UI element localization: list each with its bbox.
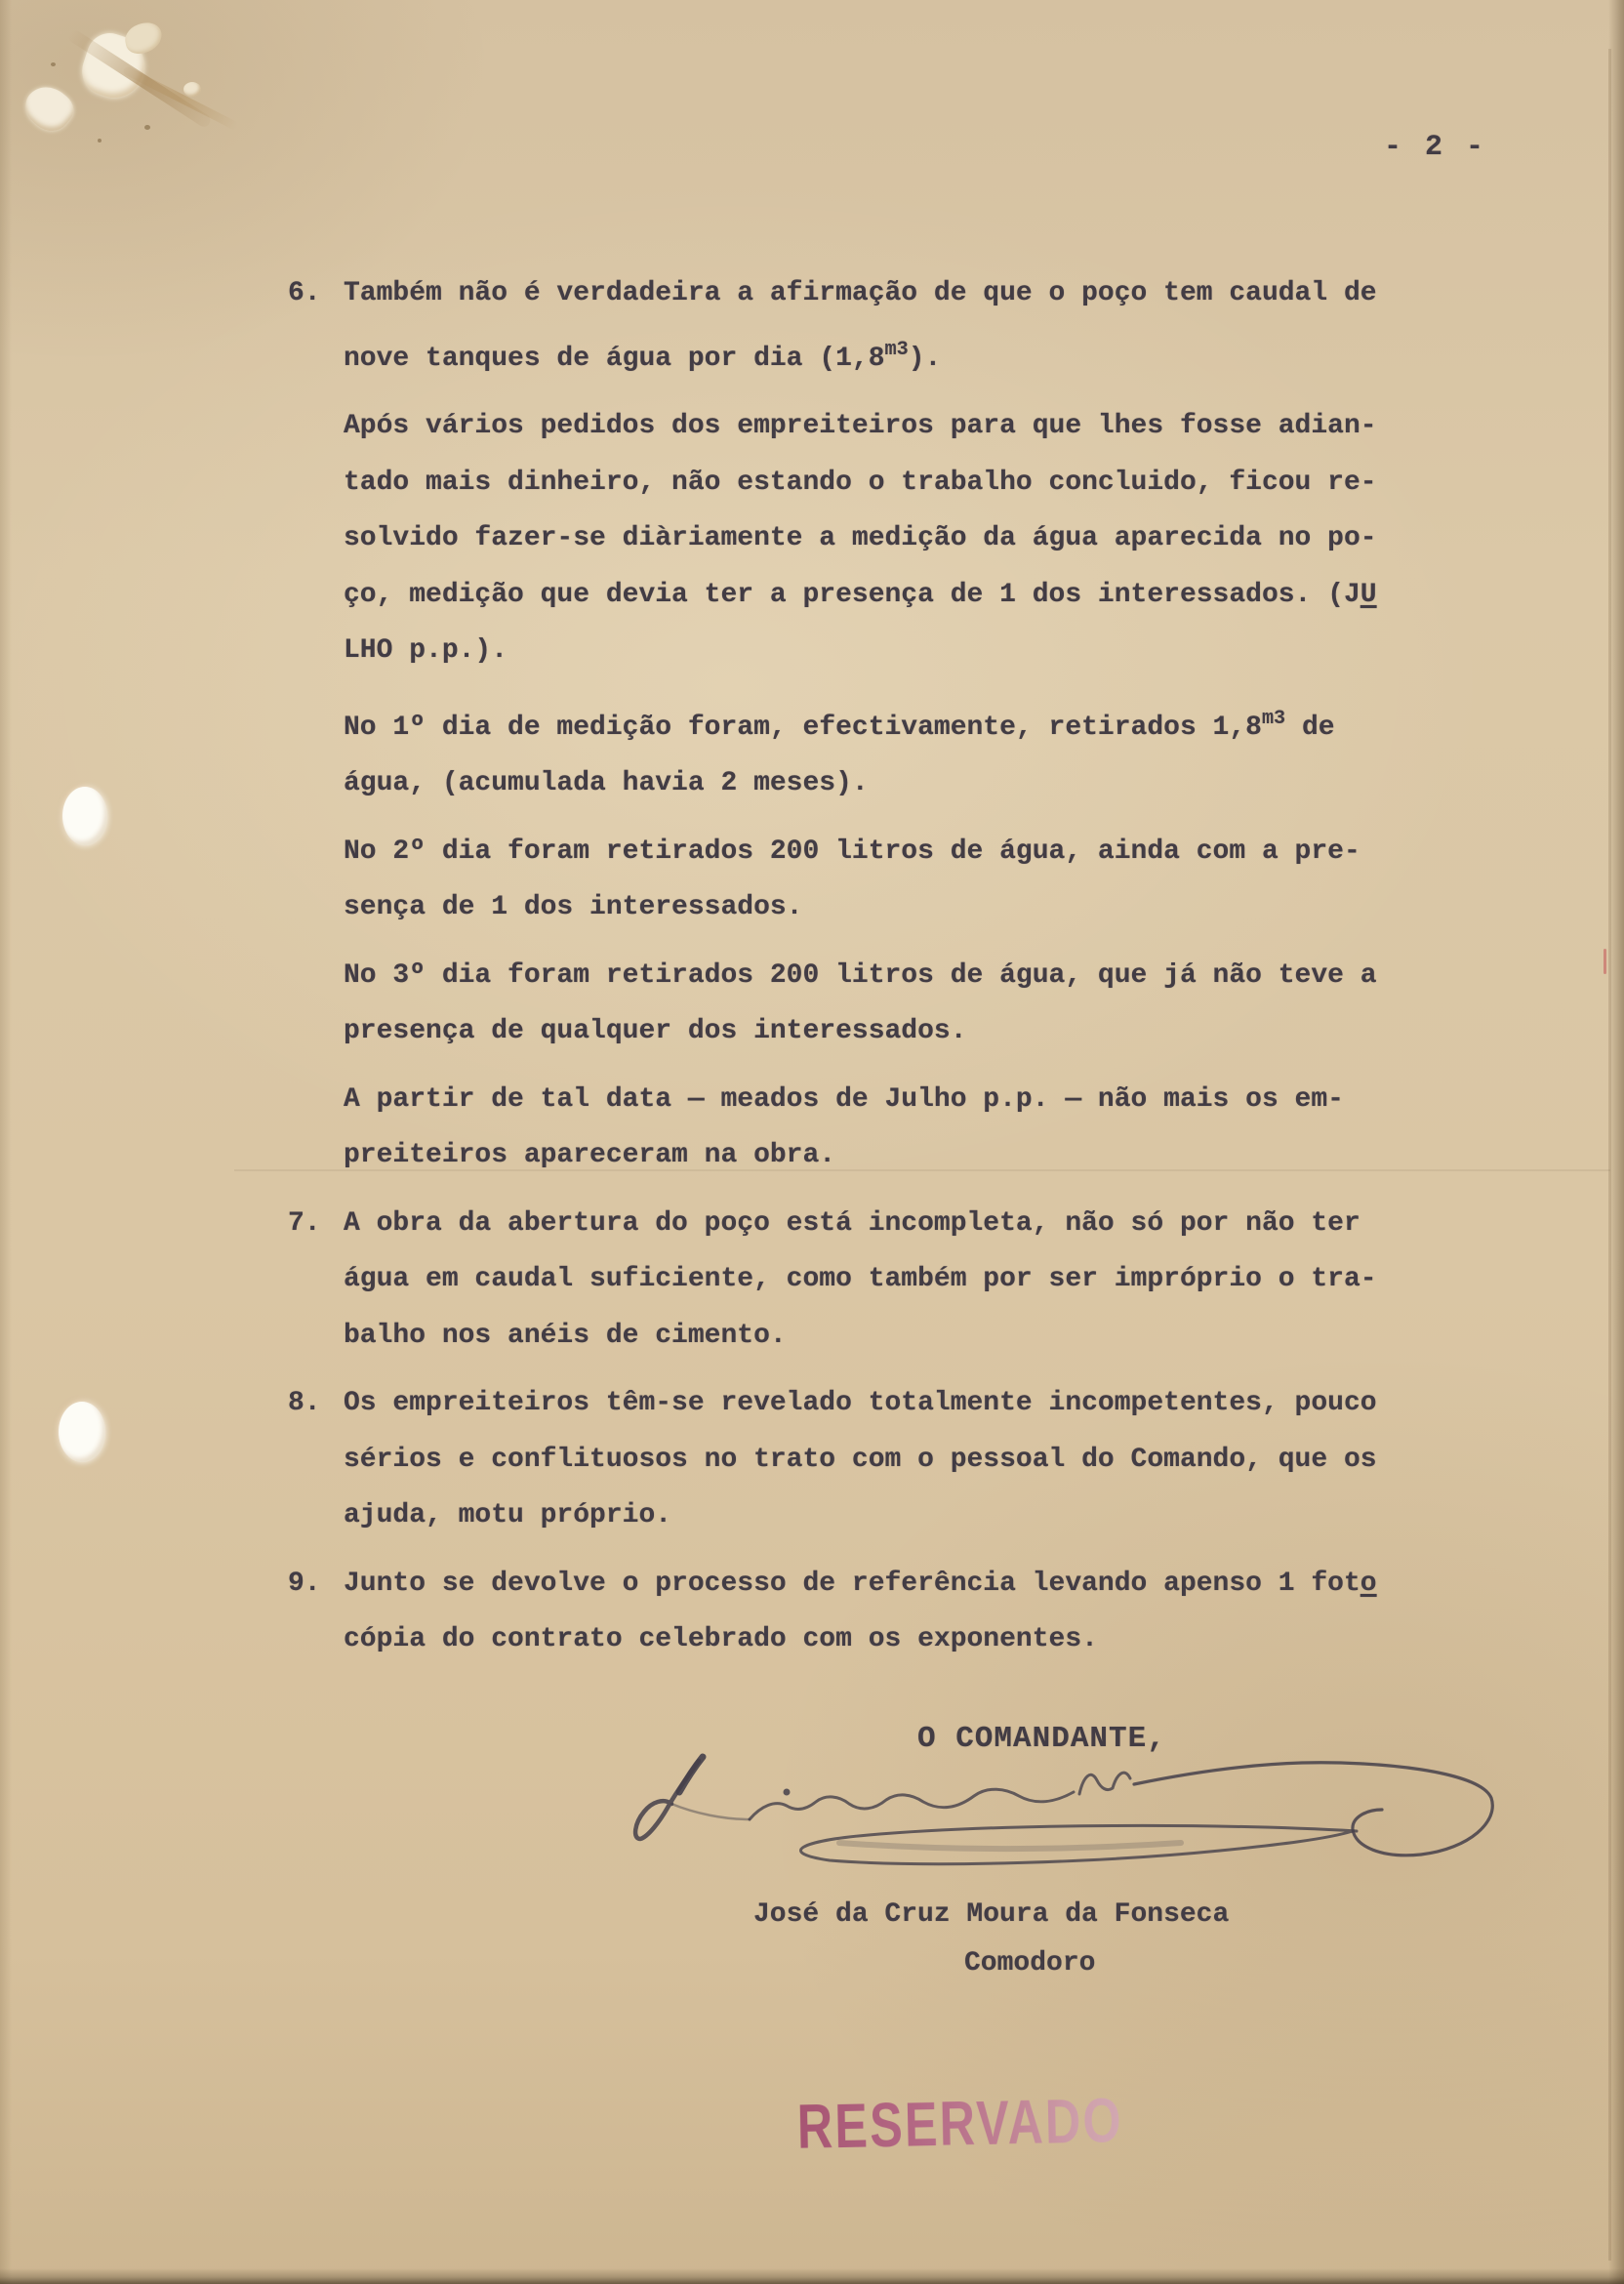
paragraph [344, 265, 1586, 387]
document-body [288, 265, 1586, 1680]
text-line [344, 1488, 1586, 1544]
text-line [344, 755, 1586, 812]
punch-hole [62, 787, 107, 845]
red-edge-mark [1604, 949, 1606, 974]
text-line [344, 1611, 1586, 1668]
item-content [344, 1556, 1586, 1668]
signature-title: O COMANDANTE, [917, 1722, 1166, 1756]
text-line [344, 879, 1586, 936]
punch-hole [59, 1402, 105, 1462]
paper-damage-spot [183, 82, 201, 97]
scan-edge-right [1608, 0, 1624, 2284]
text-segment: Junto se devolve o processo de referência levando apenso 1 fot [344, 1568, 1360, 1599]
item-content [344, 265, 1586, 1184]
text-segment: Após vários pedidos dos empreiteiros para que lhes fosse adian- [344, 411, 1377, 441]
paragraph [344, 1375, 1586, 1544]
text-segment: m3 [884, 338, 909, 361]
text-line [344, 455, 1586, 511]
item-number: 6. [288, 278, 321, 308]
reservado-stamp: RESERVADO [796, 2084, 1124, 2162]
paragraph [344, 1556, 1586, 1668]
text-segment: nove tanques de água por dia (1,8 [344, 343, 885, 374]
paragraph [344, 398, 1586, 679]
item-number: 9. [288, 1568, 321, 1599]
paper-fleck [51, 62, 56, 66]
item-content [344, 1196, 1586, 1365]
paragraph [344, 824, 1586, 936]
text-line [344, 567, 1586, 624]
paragraph [344, 691, 1586, 812]
signer-rank: Comodoro [964, 1948, 1096, 1978]
text-segment: solvido fazer-se diàriamente a medição da água aparecida no po- [344, 523, 1377, 553]
scan-edge-left [0, 0, 12, 2284]
text-line [344, 1308, 1586, 1365]
paper-fleck [98, 139, 102, 143]
text-segment: sérios e conflituosos no trato com o pessoal do Comando, que os [344, 1444, 1377, 1475]
text-segment: LHO p.p.). [344, 635, 508, 666]
paragraph [344, 1072, 1586, 1184]
text-segment: A partir de tal data — meados de Julho p.p. — não mais os em- [344, 1083, 1344, 1115]
text-line [344, 398, 1586, 455]
paragraph [344, 1196, 1586, 1365]
paper-damage-spot [18, 77, 80, 139]
item-content [344, 1375, 1586, 1544]
text-segment: ajuda, motu próprio. [344, 1500, 672, 1530]
text-line [344, 510, 1586, 567]
text-segment: cópia do contrato celebrado com os exponentes. [344, 1624, 1098, 1654]
text-segment: preiteiros apareceram na obra. [344, 1140, 836, 1170]
text-line [344, 1003, 1586, 1060]
text-line [344, 1072, 1586, 1128]
text-line [344, 623, 1586, 679]
text-segment: presença de qualquer dos interessados. [344, 1016, 967, 1046]
paper-stain-streak [122, 65, 239, 131]
item-number: 8. [288, 1388, 321, 1418]
text-line [344, 1556, 1586, 1612]
text-segment: sença de 1 dos interessados. [344, 892, 803, 922]
text-segment: de [1285, 712, 1335, 743]
text-segment: ). [908, 343, 942, 374]
text-segment: No 1º dia de medição foram, efectivamente, retirados 1,8 [344, 712, 1262, 743]
text-segment: m3 [1261, 707, 1286, 730]
text-line [344, 691, 1586, 756]
paragraph [344, 948, 1586, 1060]
item-number: 7. [288, 1207, 321, 1239]
page-number: - 2 - [1384, 131, 1487, 164]
text-line [344, 322, 1586, 387]
list-item [288, 1556, 1586, 1668]
list-item [288, 265, 1586, 1184]
text-segment: No 2º dia foram retirados 200 litros de água, ainda com a pre- [344, 836, 1360, 867]
text-segment: balho nos anéis de cimento. [344, 1320, 787, 1351]
handwritten-signature-icon [595, 1737, 1532, 1894]
text-line [344, 1375, 1586, 1432]
text-segment: água, (acumulada havia 2 meses). [344, 768, 869, 798]
list-item [288, 1196, 1586, 1365]
signer-name: José da Cruz Moura da Fonseca [753, 1899, 1230, 1930]
text-segment: A obra da abertura do poço está incompleta, não só por não ter [344, 1207, 1360, 1239]
text-segment: Também não é verdadeira a afirmação de que o poço tem caudal de [344, 278, 1377, 308]
text-line [344, 824, 1586, 880]
text-segment: ço, medição que devia ter a presença de 1 dos interessados. (J [344, 579, 1360, 610]
list-item [288, 1375, 1586, 1544]
text-segment: U [1360, 579, 1377, 610]
text-line [344, 265, 1586, 322]
paper-damage-spot [122, 20, 164, 56]
text-segment: tado mais dinheiro, não estando o trabalho concluido, ficou re- [344, 467, 1377, 498]
text-line [344, 1251, 1586, 1308]
text-segment: o [1360, 1568, 1377, 1599]
text-segment: água em caudal suficiente, como também por ser impróprio o tra- [344, 1264, 1377, 1294]
text-segment: Os empreiteiros têm-se revelado totalmente incompetentes, pouco [344, 1388, 1377, 1418]
text-line [344, 1127, 1586, 1184]
text-line [344, 1432, 1586, 1489]
scan-edge-bottom [0, 2268, 1624, 2284]
text-line [344, 1196, 1586, 1252]
text-line [344, 948, 1586, 1004]
text-segment: No 3º dia foram retirados 200 litros de água, que já não teve a [344, 959, 1377, 991]
paper-fleck [144, 125, 150, 130]
